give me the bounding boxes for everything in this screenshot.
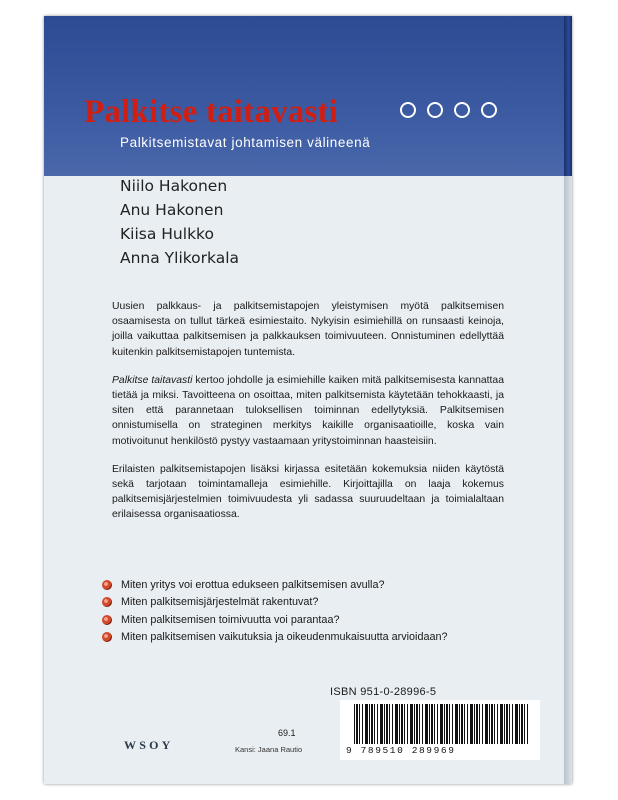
author-list xyxy=(120,174,239,270)
question-text: Miten palkitsemisen vaikutuksia ja oikeudenmukaisuutta arvioidaan? xyxy=(121,631,448,644)
list-item xyxy=(102,611,448,629)
bullet-icon xyxy=(102,597,112,607)
question-text: Miten palkitsemisjärjestelmät rakentuvat? xyxy=(121,596,319,609)
blurb-text xyxy=(112,299,504,536)
blurb-paragraph xyxy=(112,373,504,449)
blurb-book-title: Palkitse taitavasti xyxy=(112,374,193,386)
publisher-logo: WSOY xyxy=(124,738,174,752)
cover-credit: Kansi: Jaana Rautio xyxy=(235,745,303,754)
title-band xyxy=(44,16,564,176)
circle-icon xyxy=(481,102,497,118)
blurb-paragraph-rest: kertoo johdolle ja esimiehille kaiken mitä palkitsemisesta kannattaa tietää ja miksi. Tavoitteena on osoittaa, miten palkitsemista käytetään tehokkaasti, ja siten että parannetaan tuloksellisen toiminnan edellytyksiä. Palkitsemisen onnistumisella on strateginen merkitys kaikille organisaatioille, koska vain motivoitunut henkilöstö pystyy vastaamaan yritystoiminnan haasteisiin. xyxy=(112,374,504,447)
book-back-cover xyxy=(44,16,572,784)
author-name: Niilo Hakonen xyxy=(120,177,228,195)
author-name: Kiisa Hulkko xyxy=(120,225,214,243)
question-text: Miten palkitsemisen toimivuutta voi parantaa? xyxy=(121,613,340,626)
bullet-icon xyxy=(102,632,112,642)
book-subtitle: Palkitsemistavat johtamisen välineenä xyxy=(120,135,371,150)
barcode-digits: 9 789510 289969 xyxy=(346,745,456,756)
blurb-paragraph: Uusien palkkaus- ja palkitsemistapojen yleistymisen myötä palkitsemisen osaamisesta on tullut tärkeä esimiestaito. Nykyisin esimiehillä on runsaasti keinoja, joilla vaikuttaa palkitsemisen ja palkkauksen toimivuuteen. Onnistuminen edellyttää kuitenkin palkitsemistapojen tuntemista. xyxy=(112,301,504,358)
blurb-paragraph: Erilaisten palkitsemistapojen lisäksi kirjassa esitetään kokemuksia niiden käytöstä sekä tarjotaan toimintamalleja esimiehille. Kirjoittajilla on laaja kokemus palkitsemisjärjestelmien toimivuudesta yli sadassa suuruudeltaan ja toimialaltaan erilaisessa organisaatiossa. xyxy=(112,463,504,521)
barcode-bars xyxy=(354,704,528,744)
author-name: Anu Hakonen xyxy=(120,201,224,219)
question-list xyxy=(102,576,448,646)
isbn-text: ISBN 951-0-28996-5 xyxy=(330,686,437,698)
circle-icon xyxy=(454,102,470,118)
list-item xyxy=(102,576,448,594)
bullet-icon xyxy=(102,580,112,590)
barcode xyxy=(340,700,540,760)
circle-icon xyxy=(400,102,416,118)
spine-edge-lower xyxy=(564,176,572,784)
decorative-circles xyxy=(400,102,497,118)
book-title: Palkitse taitavasti xyxy=(84,94,339,130)
list-item xyxy=(102,594,448,612)
bullet-icon xyxy=(102,615,112,625)
author-name: Anna Ylikorkala xyxy=(120,249,240,267)
question-text: Miten yritys voi erottua edukseen palkitsemisen avulla? xyxy=(121,578,385,591)
class-code: 69.1 xyxy=(278,728,296,738)
spine-edge xyxy=(564,16,572,784)
circle-icon xyxy=(427,102,443,118)
list-item xyxy=(102,629,448,647)
